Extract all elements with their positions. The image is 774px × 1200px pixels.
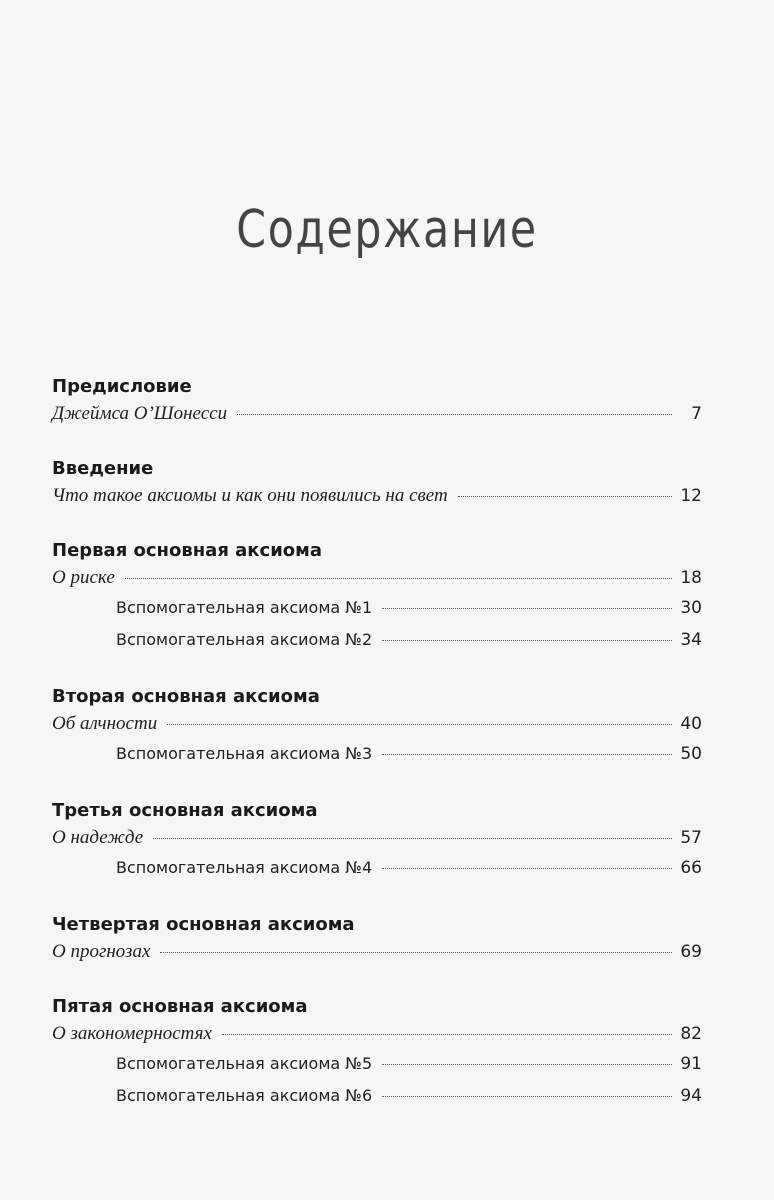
toc-subentry bbox=[52, 738, 702, 770]
toc-subentry bbox=[52, 624, 702, 656]
dot-leader bbox=[167, 724, 672, 725]
toc-subentry bbox=[52, 1080, 702, 1112]
page-number: 18 bbox=[680, 568, 702, 588]
entry-title: О риске bbox=[52, 567, 115, 588]
section-heading: Пятая основная аксиома bbox=[52, 996, 308, 1017]
toc-section bbox=[52, 538, 702, 656]
dot-leader bbox=[237, 414, 672, 415]
entry-title: Вспомогательная аксиома №4 bbox=[116, 858, 373, 877]
page-number: 82 bbox=[680, 1024, 702, 1044]
page-number: 50 bbox=[680, 744, 702, 764]
entry-title: Вспомогательная аксиома №1 bbox=[116, 598, 373, 617]
entry-title: О прогнозах bbox=[52, 941, 151, 962]
toc-section bbox=[52, 684, 702, 770]
entry-title: Джеймса О’Шонесси bbox=[52, 403, 228, 424]
toc-section bbox=[52, 994, 702, 1112]
entry-title: Вспомогательная аксиома №5 bbox=[116, 1054, 373, 1073]
toc-entry bbox=[52, 938, 702, 966]
page-number: 34 bbox=[680, 630, 702, 650]
page-number: 94 bbox=[680, 1086, 702, 1106]
entry-title: О надежде bbox=[52, 827, 144, 848]
page-title: Содержание bbox=[236, 200, 538, 260]
entry-title: Вспомогательная аксиома №2 bbox=[116, 630, 373, 649]
toc-entry bbox=[52, 710, 702, 738]
dot-leader bbox=[153, 838, 672, 839]
toc-section bbox=[52, 912, 702, 966]
toc-section bbox=[52, 798, 702, 884]
dot-leader bbox=[382, 754, 672, 755]
section-heading: Первая основная аксиома bbox=[52, 540, 323, 561]
toc-entry bbox=[52, 400, 702, 428]
dot-leader bbox=[458, 496, 672, 497]
toc-entry bbox=[52, 1020, 702, 1048]
page-number: 69 bbox=[680, 942, 702, 962]
toc-section bbox=[52, 374, 702, 428]
section-heading: Предисловие bbox=[52, 376, 192, 397]
dot-leader bbox=[125, 578, 672, 579]
section-heading: Четвертая основная аксиома bbox=[52, 914, 355, 935]
entry-title: Вспомогательная аксиома №6 bbox=[116, 1086, 373, 1105]
page-number: 30 bbox=[680, 598, 702, 618]
dot-leader bbox=[382, 608, 672, 609]
entry-title: Об алчности bbox=[52, 713, 158, 734]
dot-leader bbox=[382, 640, 672, 641]
toc-entry bbox=[52, 564, 702, 592]
dot-leader bbox=[382, 1064, 672, 1065]
page-number: 57 bbox=[680, 828, 702, 848]
page-number: 12 bbox=[680, 486, 702, 506]
toc-subentry bbox=[52, 852, 702, 884]
entry-title: Вспомогательная аксиома №3 bbox=[116, 744, 373, 763]
table-of-contents bbox=[52, 374, 702, 1112]
toc-subentry bbox=[52, 1048, 702, 1080]
toc-entry bbox=[52, 824, 702, 852]
entry-title: Что такое аксиомы и как они появились на свет bbox=[52, 485, 448, 506]
section-heading: Вторая основная аксиома bbox=[52, 686, 320, 707]
page-number: 7 bbox=[691, 404, 702, 424]
section-heading: Третья основная аксиома bbox=[52, 800, 318, 821]
dot-leader bbox=[222, 1034, 672, 1035]
page-number: 91 bbox=[680, 1054, 702, 1074]
toc-subentry bbox=[52, 592, 702, 624]
section-heading: Введение bbox=[52, 458, 154, 479]
toc-section bbox=[52, 456, 702, 510]
page-number: 66 bbox=[680, 858, 702, 878]
dot-leader bbox=[382, 1096, 672, 1097]
entry-title: О закономерностях bbox=[52, 1023, 212, 1044]
dot-leader bbox=[382, 868, 672, 869]
page-number: 40 bbox=[680, 714, 702, 734]
dot-leader bbox=[160, 952, 672, 953]
toc-entry bbox=[52, 482, 702, 510]
